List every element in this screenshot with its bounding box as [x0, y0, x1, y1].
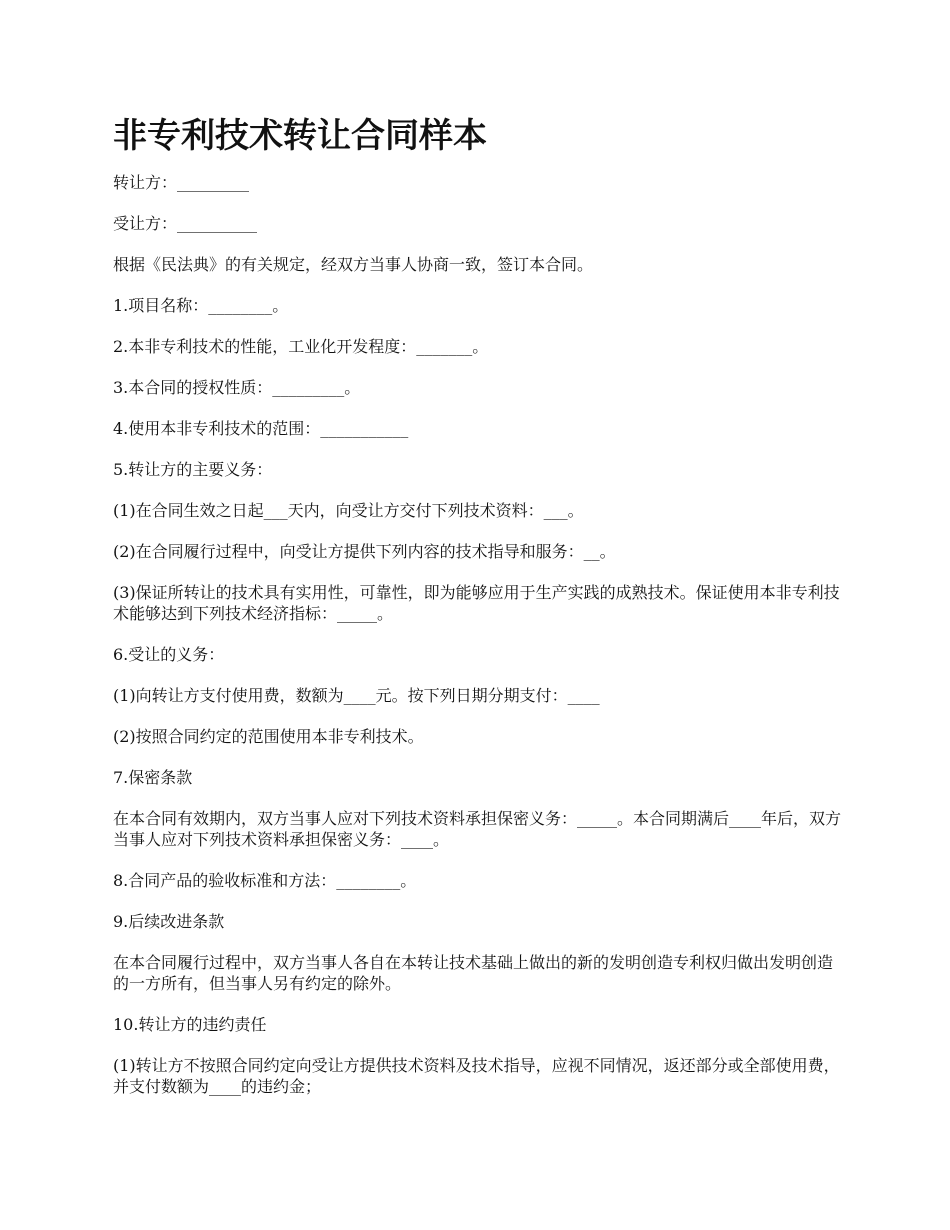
- clause-8-acceptance: 8.合同产品的验收标准和方法：________。: [113, 871, 417, 890]
- clause-5-item-2: (2)在合同履行过程中，向受让方提供下列内容的技术指导和服务：__。: [113, 542, 616, 561]
- clause-7-body: 在本合同有效期内，双方当事人应对下列技术资料承担保密义务：_____。本合同期满后____年后，双方当事人应对下列技术资料承担保密义务：____。: [113, 809, 842, 849]
- transferee-line: 受让方：__________: [113, 214, 258, 233]
- preamble: 根据《民法典》的有关规定，经双方当事人协商一致，签订本合同。: [113, 255, 594, 274]
- clause-7-heading: 7.保密条款: [113, 768, 193, 787]
- clause-3-authorization: 3.本合同的授权性质：_________。: [113, 378, 361, 397]
- clause-9-heading: 9.后续改进条款: [113, 912, 225, 931]
- transferor-line: 转让方：_________: [113, 173, 250, 192]
- clause-2-performance: 2.本非专利技术的性能，工业化开发程度：_______。: [113, 337, 489, 356]
- clause-5-item-1: (1)在合同生效之日起___天内，向受让方交付下列技术资料：___。: [113, 501, 584, 520]
- clause-5-heading: 5.转让方的主要义务：: [113, 460, 273, 479]
- clause-6-heading: 6.受让的义务：: [113, 645, 225, 664]
- clause-6-item-1: (1)向转让方支付使用费，数额为____元。按下列日期分期支付：____: [113, 686, 600, 705]
- clause-10-heading: 10.转让方的违约责任: [113, 1015, 267, 1034]
- document-title: 非专利技术转让合同样本: [113, 116, 487, 156]
- clause-10-item-1: (1)转让方不按照合同约定向受让方提供技术资料及技术指导，应视不同情况，返还部分或全部使用费，并支付数额为____的违约金；: [113, 1056, 840, 1096]
- clause-9-body: 在本合同履行过程中，双方当事人各自在本转让技术基础上做出的新的发明创造专利权归做出发明创造的一方所有，但当事人另有约定的除外。: [113, 953, 834, 993]
- clause-4-scope: 4.使用本非专利技术的范围：___________: [113, 419, 409, 438]
- clause-5-item-3: (3)保证所转让的技术具有实用性，可靠性，即为能够应用于生产实践的成熟技术。保证使用本非专利技术能够达到下列技术经济指标：_____。: [113, 583, 840, 623]
- document-page: [113, 112, 843, 1117]
- clause-1-project-name: 1.项目名称：________。: [113, 296, 289, 315]
- clause-6-item-2: (2)按照合同约定的范围使用本非专利技术。: [113, 727, 424, 746]
